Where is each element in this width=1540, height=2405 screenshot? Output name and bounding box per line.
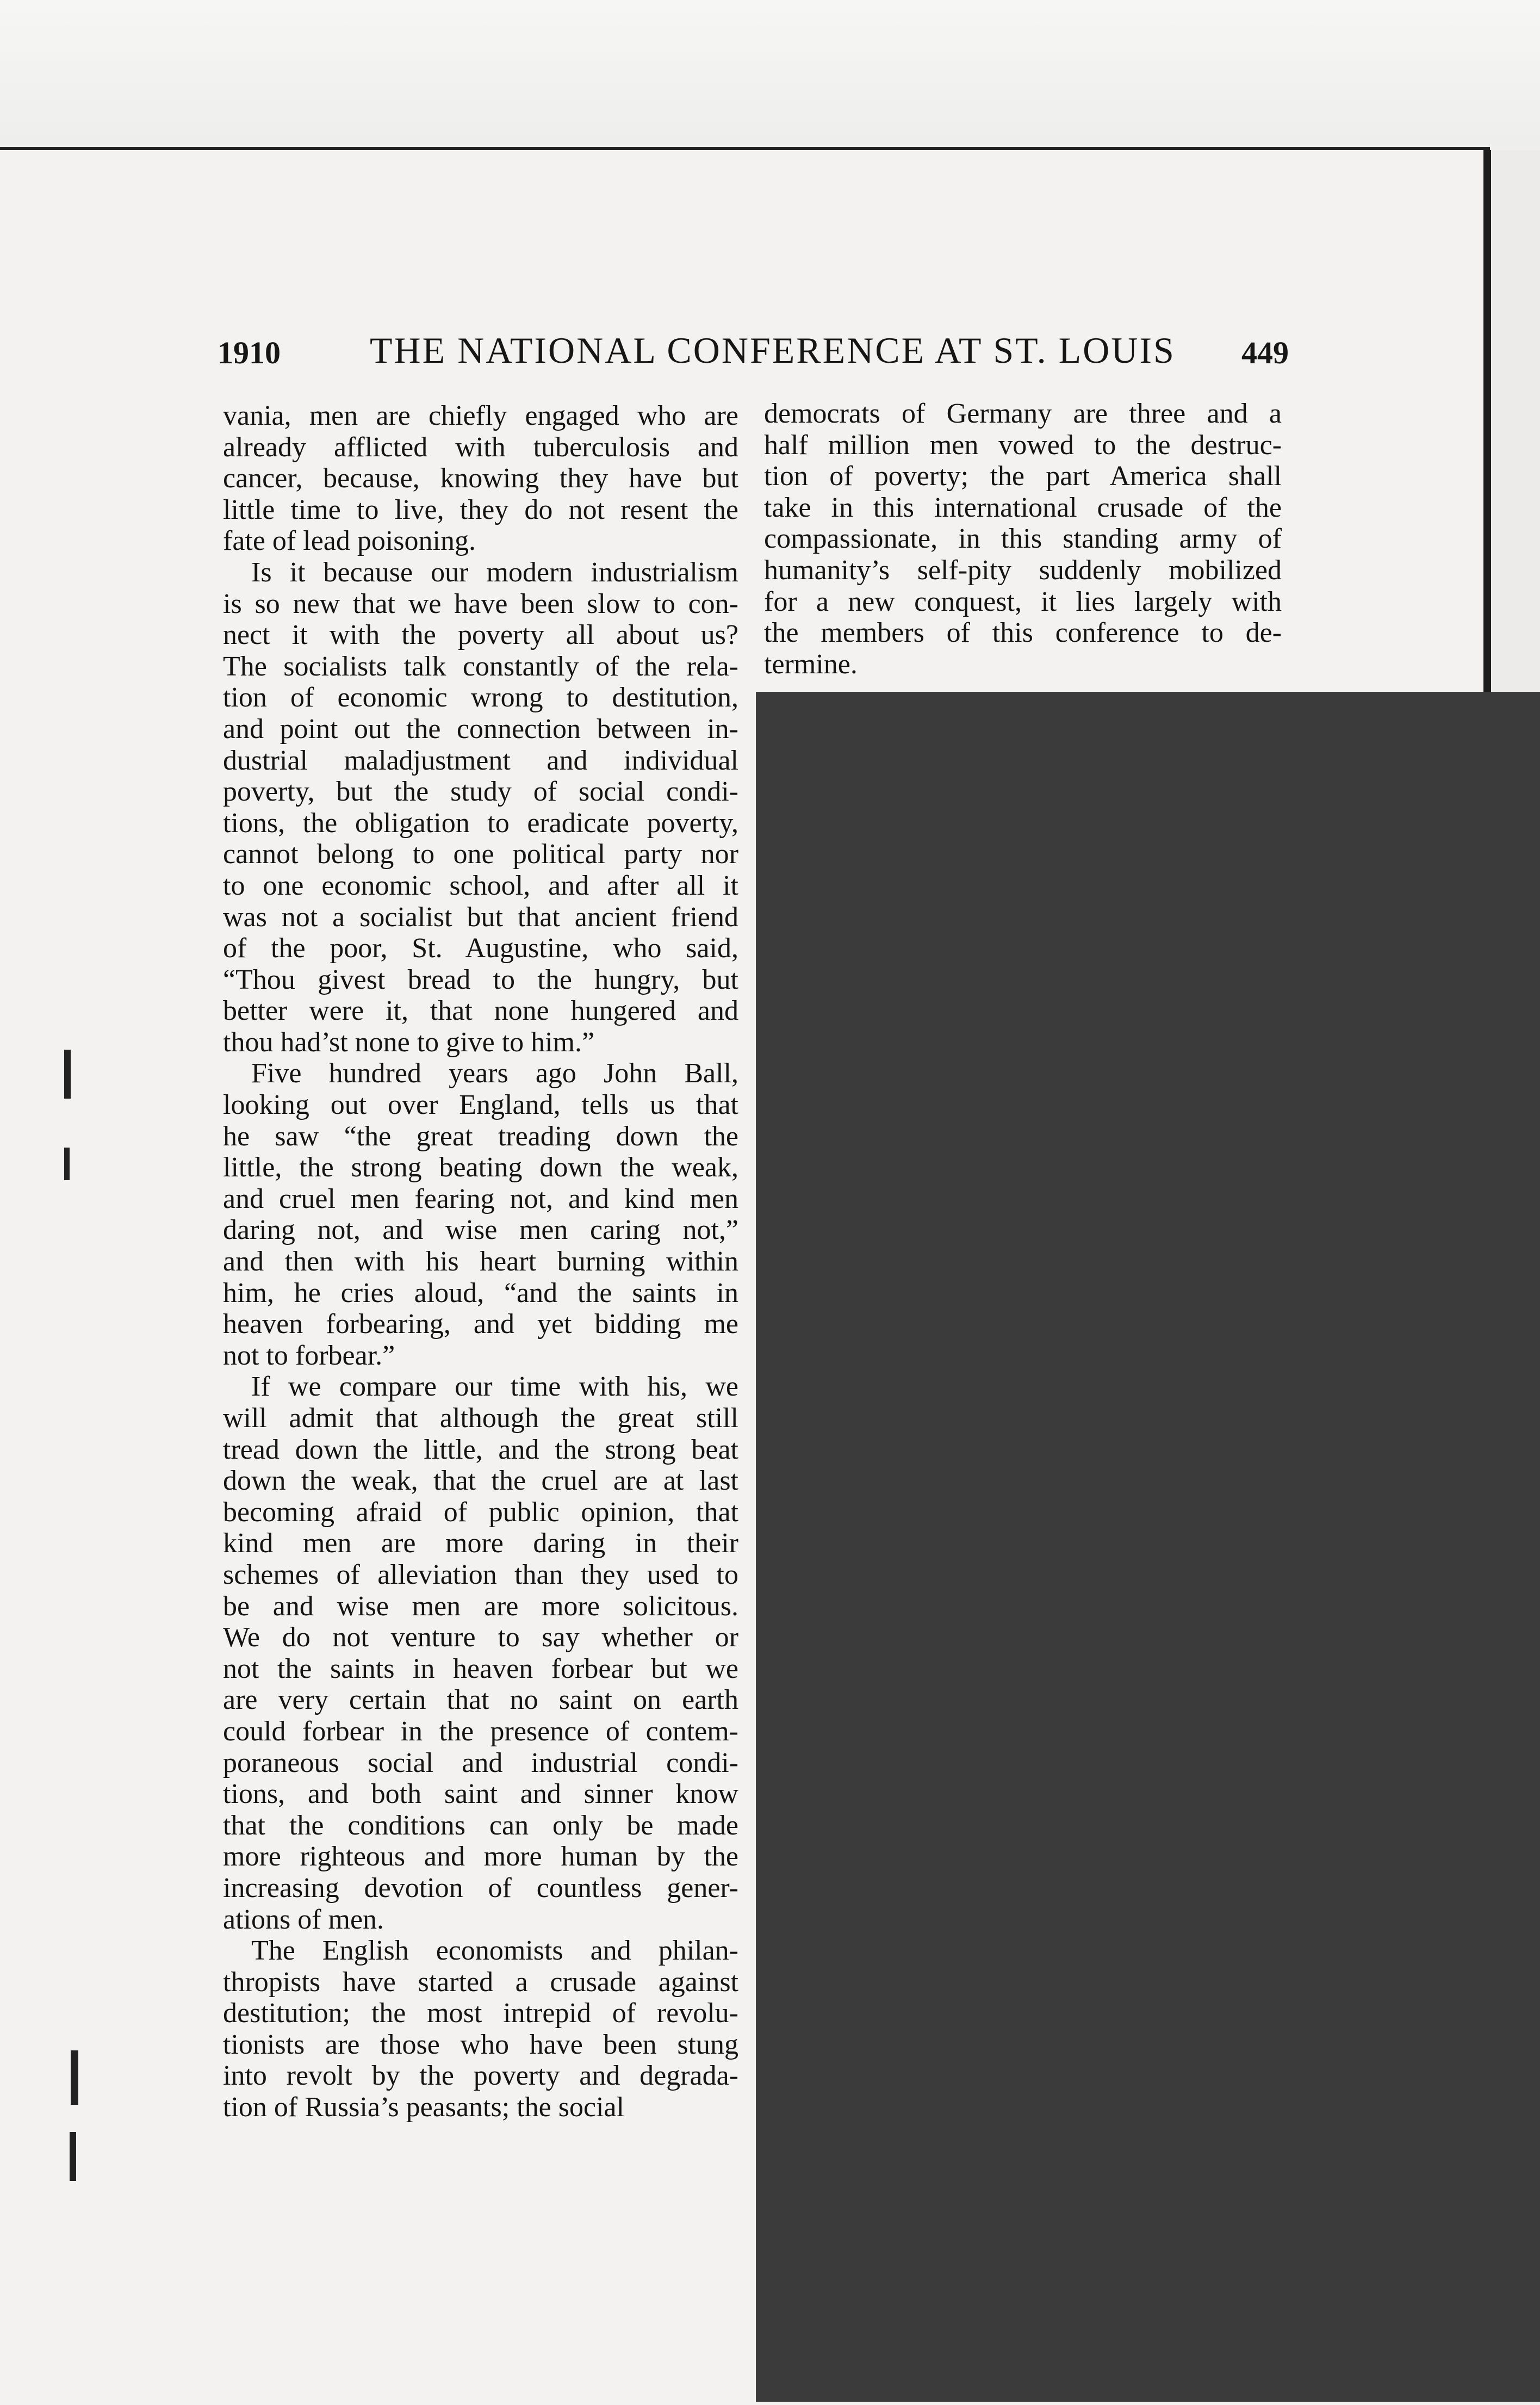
text-line: kind men are more daring in their <box>223 1528 738 1559</box>
text-line: is so new that we have been slow to con- <box>223 588 738 619</box>
text-line: cannot belong to one political party nor <box>223 839 738 870</box>
text-line: the members of this conference to de- <box>764 617 1282 649</box>
paragraph <box>223 1371 738 1935</box>
running-header <box>218 329 1289 383</box>
text-line: vania, men are chiefly engaged who are <box>223 400 738 431</box>
text-line: of the poor, St. Augustine, who said, <box>223 933 738 964</box>
text-line: cancer, because, knowing they have but <box>223 463 738 494</box>
paragraph <box>223 557 738 1058</box>
scan-background-right <box>1491 150 1540 694</box>
text-line: ations of men. <box>223 1904 384 1935</box>
text-line: fate of lead poisoning. <box>223 525 476 557</box>
scan-background-top <box>0 0 1540 147</box>
text-line: more righteous and more human by the <box>223 1841 738 1873</box>
binding-mark <box>70 2132 76 2181</box>
text-line: tion of Russia’s peasants; the social <box>223 2092 625 2123</box>
text-line: already afflicted with tuberculosis and <box>223 431 738 463</box>
text-line: “Thou givest bread to the hungry, but <box>223 964 738 995</box>
text-line: little time to live, they do not resent the <box>223 494 738 525</box>
text-line: schemes of alleviation than they used to <box>223 1559 738 1590</box>
text-line: tions, and both saint and sinner know <box>223 1778 738 1810</box>
text-line: nect it with the poverty all about us? <box>223 619 738 651</box>
text-line: that the conditions can only be made <box>223 1809 738 1841</box>
text-line: not the saints in heaven forbear but we <box>223 1653 738 1684</box>
text-line: heaven forbearing, and yet bidding me <box>223 1309 738 1340</box>
paragraph <box>223 400 738 557</box>
text-line: not to forbear.” <box>223 1340 395 1371</box>
text-line: could forbear in the presence of contem- <box>223 1715 738 1747</box>
text-line: him, he cries aloud, “and the saints in <box>223 1277 738 1309</box>
text-line: destitution; the most intrepid of revolu- <box>223 1998 738 2029</box>
text-line: The socialists talk constantly of the rela- <box>223 650 738 682</box>
text-line: was not a socialist but that ancient friend <box>223 901 738 933</box>
text-line: be and wise men are more solicitous. <box>223 1590 738 1622</box>
text-line: tion of poverty; the part America shall <box>764 461 1282 492</box>
paragraph <box>223 1935 738 2123</box>
binding-mark <box>64 1050 71 1099</box>
text-line: poverty, but the study of social condi- <box>223 776 738 808</box>
text-line: tionists are those who have been stung <box>223 2029 738 2060</box>
text-line: half million men vowed to the destruc- <box>764 429 1282 461</box>
header-title: THE NATIONAL CONFERENCE AT ST. LOUIS <box>370 330 1176 371</box>
text-line: looking out over England, tells us that <box>223 1089 738 1121</box>
dark-backing-area <box>756 692 1540 2402</box>
binding-mark <box>71 2050 78 2105</box>
text-line: increasing devotion of countless gener- <box>223 1872 738 1904</box>
text-line: and point out the connection between in- <box>223 713 738 745</box>
text-line: and then with his heart burning within <box>223 1246 738 1278</box>
text-line: termine. <box>764 648 858 680</box>
text-line: to one economic school, and after all it <box>223 870 738 901</box>
binding-mark <box>64 1148 70 1180</box>
text-line: down the weak, that the cruel are at last <box>223 1465 738 1497</box>
text-line: are very certain that no saint on earth <box>223 1684 738 1716</box>
right-text-column <box>764 398 1282 680</box>
text-line: take in this international crusade of the <box>764 492 1282 523</box>
text-line: better were it, that none hungered and <box>223 995 738 1027</box>
text-line: becoming afraid of public opinion, that <box>223 1496 738 1528</box>
text-line: tion of economic wrong to destitution, <box>223 682 738 714</box>
text-line: daring not, and wise men caring not,” <box>223 1214 738 1246</box>
text-line: poraneous social and industrial condi- <box>223 1747 738 1778</box>
text-line: The English economists and philan- <box>251 1935 738 1967</box>
text-line: he saw “the great treading down the <box>223 1120 738 1152</box>
text-line: thropists have started a crusade against <box>223 1966 738 1998</box>
text-line: will admit that although the great still <box>223 1403 738 1434</box>
text-line: Is it because our modern industrialism <box>251 556 738 588</box>
text-line: Five hundred years ago John Ball, <box>251 1058 738 1089</box>
text-line: If we compare our time with his, we <box>251 1371 738 1403</box>
text-line: dustrial maladjustment and individual <box>223 745 738 776</box>
text-line: compassionate, in this standing army of <box>764 523 1282 555</box>
text-line: and cruel men fearing not, and kind men <box>223 1183 738 1214</box>
paragraph <box>223 1058 738 1371</box>
text-line: tread down the little, and the strong beat <box>223 1434 738 1465</box>
text-line: tions, the obligation to eradicate poverty, <box>223 807 738 839</box>
left-text-column <box>223 400 738 2123</box>
text-line: little, the strong beating down the weak, <box>223 1152 738 1183</box>
header-year: 1910 <box>218 335 281 370</box>
paragraph <box>764 398 1282 680</box>
text-line: humanity’s self-pity suddenly mobilized <box>764 554 1282 586</box>
text-line: for a new conquest, it lies largely with <box>764 586 1282 617</box>
text-line: thou had’st none to give to him.” <box>223 1026 595 1058</box>
text-line: democrats of Germany are three and a <box>764 398 1282 429</box>
text-line: into revolt by the poverty and degrada- <box>223 2060 738 2092</box>
page-number: 449 <box>1241 335 1289 370</box>
page-sheet-edge <box>1483 150 1491 694</box>
text-line: We do not venture to say whether or <box>223 1622 738 1653</box>
